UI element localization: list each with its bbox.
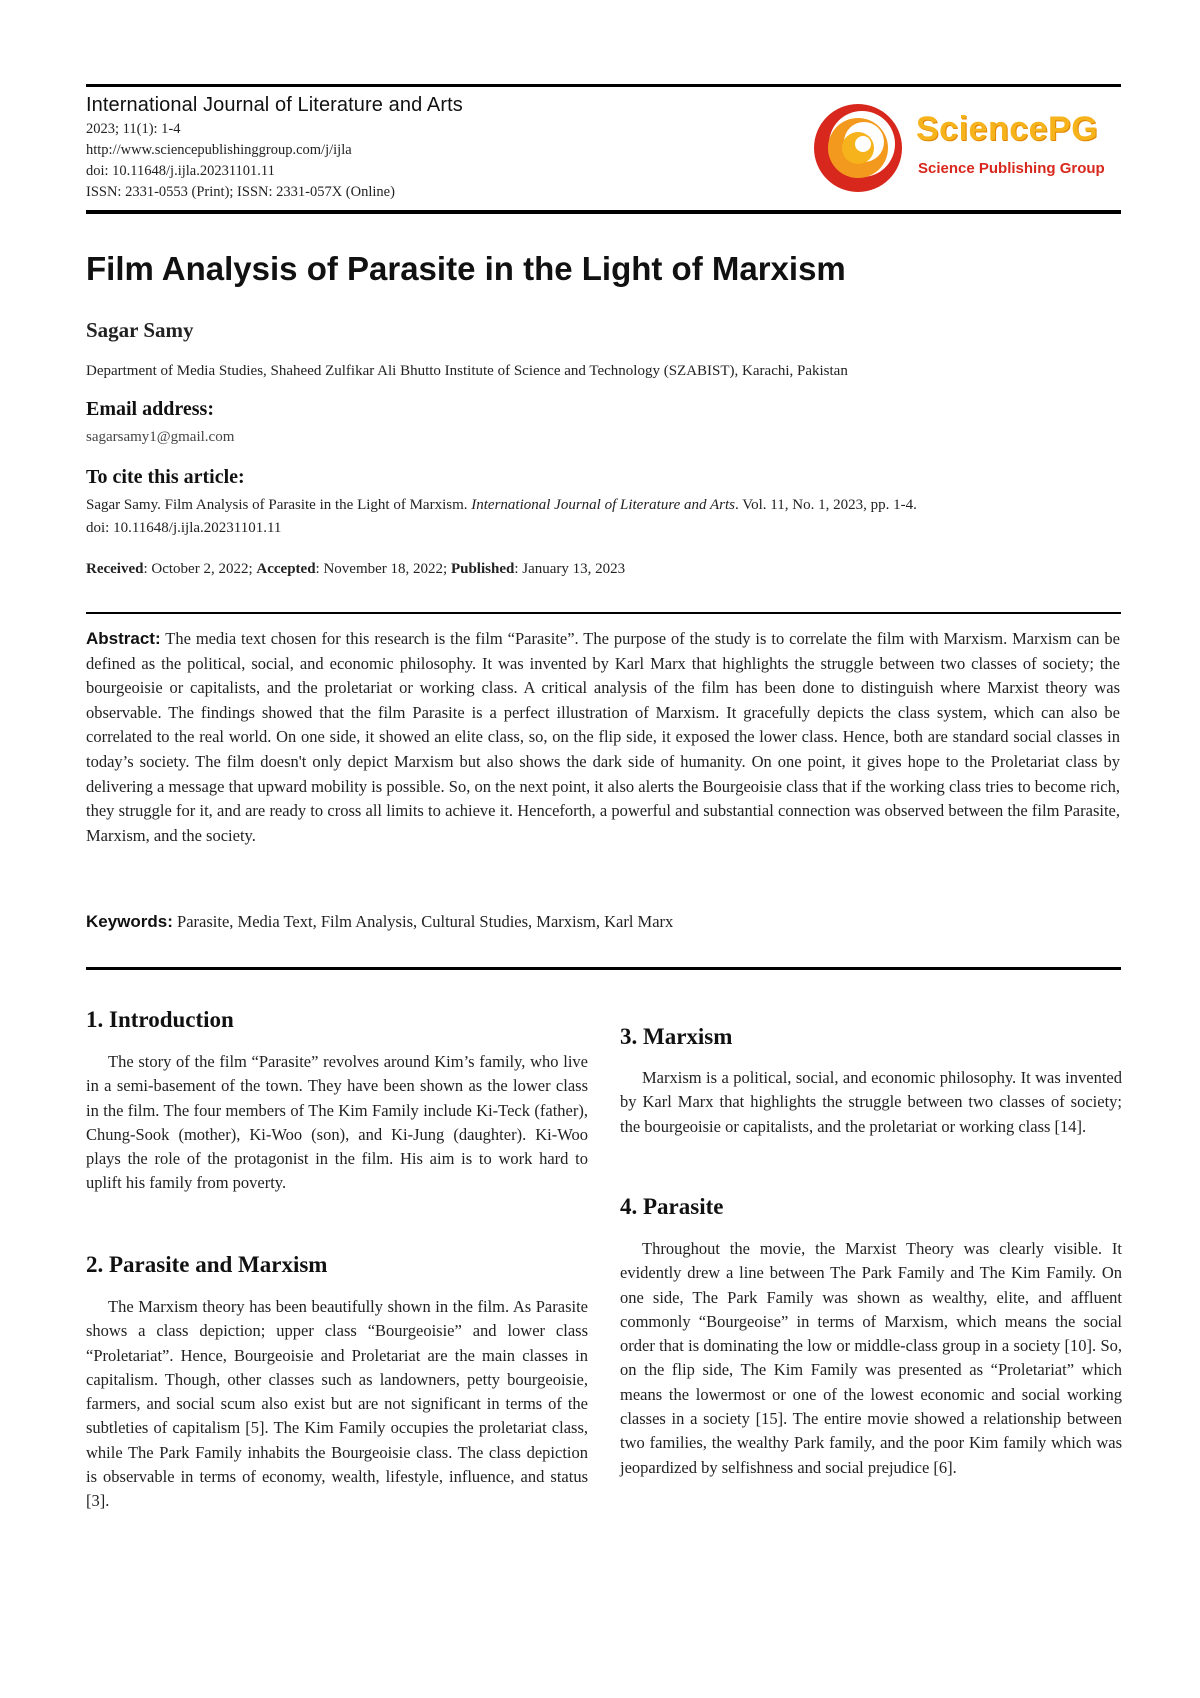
email-label: Email address:: [86, 398, 214, 420]
section-4-heading: 4. Parasite: [620, 1194, 724, 1219]
section-3-heading: 3. Marxism: [620, 1024, 733, 1049]
section-4-text: Throughout the movie, the Marxist Theory was clearly visible. It evidently drew a line between The Park Family and The Kim Family. On one side, The Park Family was shown as wealthy, elite, and affluent commonly “Bourgeoise” in terms of Marxism, which means the social order that is dominating the low or middle-class group in a society [10]. So, on the flip side, The Kim Family was presented as “Proletariat” which means the lowermost or one of the lowest economic and social working classes in a society [15]. The entire movie showed a relationship between two families, the wealthy Park family, and the poor Kim family which was jeopardized by selfishness and social prejudice [6].: [620, 1239, 1122, 1477]
journal-url[interactable]: http://www.sciencepublishinggroup.com/j/ijla: [86, 142, 352, 158]
accepted-label: Accepted: [256, 561, 316, 577]
article-dates: [86, 561, 625, 578]
cite-label: To cite this article:: [86, 466, 245, 488]
section-1-text: The story of the film “Parasite” revolves around Kim’s family, who live in a semi-basement of the town. They have been shown as the lower class in the film. The four members of The Kim Family include Ki-Teck (father), Chung-Sook (mother), Ki-Woo (son), and Ki-Jung (daughter). Ki-Woo plays the role of the protagonist in the film. His aim is to work hard to uplift his family from poverty.: [86, 1052, 588, 1193]
accepted-date: : November 18, 2022;: [315, 561, 451, 577]
logo-brand-text: SciencePG: [916, 110, 1099, 148]
logo-subtitle: Science Publishing Group: [918, 160, 1105, 177]
section-2-text: The Marxism theory has been beautifully shown in the film. As Parasite shows a class depiction; upper class “Bourgeoisie” and lower class “Proletariat”. Hence, Bourgeoisie and Proletariat are the main classes in capitalism. Though, other classes such as landowners, petty bourgeoisie, farmers, and social scum also exist but are not significant in terms of the subtleties of capitalism [5]. The Kim Family occupies the proletariat class, while The Park Family inhabits the Bourgeoisie class. The class depiction is observable in terms of economy, wealth, lifestyle, influence, and status [3].: [86, 1297, 588, 1511]
journal-issn: ISSN: 2331-0553 (Print); ISSN: 2331-057X (Online): [86, 184, 395, 200]
logo-swirl-icon: [810, 100, 906, 196]
header-top-rule: [86, 84, 1121, 87]
published-date: : January 13, 2023: [514, 561, 626, 577]
header-bottom-rule: [86, 210, 1121, 214]
citation-doi[interactable]: doi: 10.11648/j.ijla.20231101.11: [86, 520, 282, 536]
abstract-label: Abstract:: [86, 629, 161, 648]
author-affiliation: Department of Media Studies, Shaheed Zulfikar Ali Bhutto Institute of Science and Technology (SZABIST), Karachi, Pakistan: [86, 363, 848, 379]
abstract: [86, 627, 1120, 848]
keywords: [86, 912, 673, 932]
received-date: : October 2, 2022;: [143, 561, 257, 577]
published-label: Published: [450, 561, 515, 577]
section-3-text: Marxism is a political, social, and economic philosophy. It was invented by Karl Marx that highlights the struggle between two classes of society; the bourgeoisie or capitalists, and the proletariat or working class [14].: [620, 1068, 1122, 1136]
abstract-text: The media text chosen for this research is the film “Parasite”. The purpose of the study is to correlate the film with Marxism. Marxism can be defined as the political, social, and economic philosophy. It was invented by Karl Marx that highlights the struggle between two classes of society; the bourgeoisie or capitalists, and the proletariat or working class. A critical analysis of the film has been done to distinguish where Marxist theory was observable. The findings showed that the film Parasite is a perfect illustration of Marxism. It gracefully depicts the class system, which can also be correlated to the real world. On one side, it showed an elite class, so, on the flip side, it exposed the lower class. Hence, both are standard social classes in today’s society. The film doesn't only depict Marxism but also shows the dark side of humanity. On one point, it gives hope to the Proletariat class by delivering a message that upward mobility is possible. So, on the next point, it also alerts the Bourgeoisie class that if the working class tries to become rich, they struggle for it, and are ready to cross all limits to achieve it. Henceforth, a powerful and substantial connection was observed between the film Parasite, Marxism, and the society.: [86, 629, 1120, 845]
abstract-bottom-rule: [86, 967, 1121, 970]
paper-title: Film Analysis of Parasite in the Light of Marxism: [86, 250, 846, 287]
sciencepg-logo[interactable]: [810, 100, 1130, 196]
citation-suffix: . Vol. 11, No. 1, 2023, pp. 1-4.: [735, 497, 917, 513]
journal-issue: 2023; 11(1): 1-4: [86, 121, 181, 137]
received-label: Received: [86, 561, 144, 577]
keywords-label: Keywords:: [86, 912, 173, 931]
citation-prefix: Sagar Samy. Film Analysis of Parasite in the Light of Marxism.: [86, 497, 472, 513]
citation-journal: International Journal of Literature and Arts: [471, 497, 736, 513]
section-2-heading: 2. Parasite and Marxism: [86, 1252, 328, 1277]
citation-text: [86, 497, 917, 514]
journal-doi[interactable]: doi: 10.11648/j.ijla.20231101.11: [86, 163, 275, 179]
author-name: Sagar Samy: [86, 318, 194, 342]
keywords-text: Parasite, Media Text, Film Analysis, Cultural Studies, Marxism, Karl Marx: [177, 912, 674, 931]
journal-title: International Journal of Literature and Arts: [86, 94, 463, 116]
section-1-heading: 1. Introduction: [86, 1007, 234, 1032]
email-address[interactable]: sagarsamy1@gmail.com: [86, 429, 235, 445]
abstract-top-rule: [86, 612, 1121, 614]
